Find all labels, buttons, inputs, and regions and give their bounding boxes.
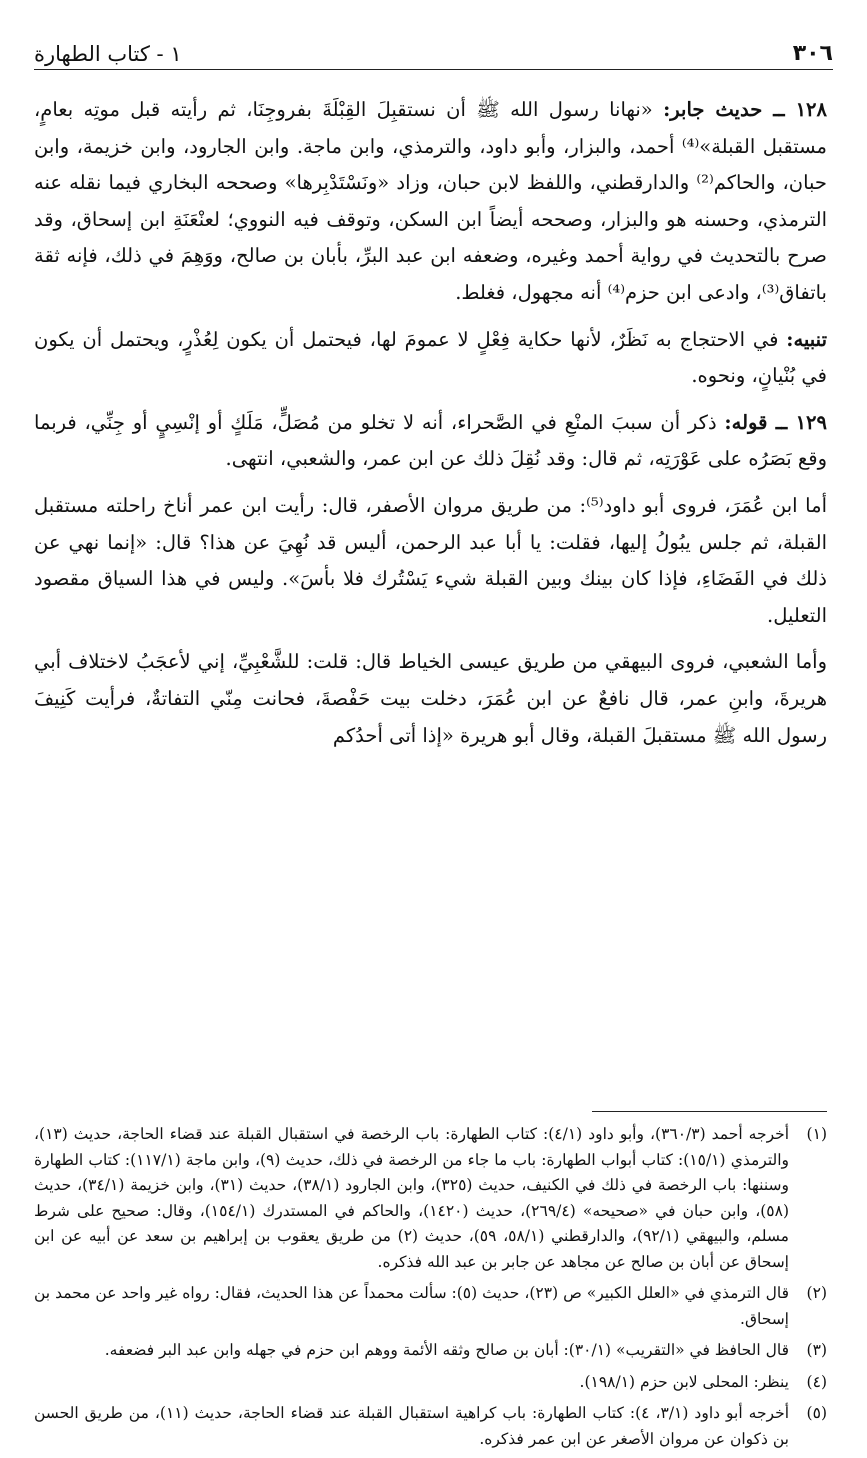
footnote-text: أخرجه أبو داود (٣/١، ٤): كتاب الطهارة: باب كراهية استقبال القبلة عند قضاء الحاجة، حديث (١١)، من طريق الحسن بن ذكوان عن مروان الأصغر عن ابن عمر فذكره. [34, 1404, 789, 1448]
footnote-divider [592, 1111, 827, 1112]
footnote-number: (٤) [806, 1372, 827, 1391]
paragraph-lead: ١٢٩ ــ قوله: [724, 410, 827, 434]
footnote-number: (٥) [806, 1404, 827, 1422]
paragraph-hadith-128 [34, 92, 827, 312]
chapter-title: ١ - كتاب الطهارة [34, 42, 182, 66]
paragraph-lead: تنبيه: [786, 327, 827, 351]
page-number: ٣٠٦ [792, 41, 833, 66]
paragraph-lead: ١٢٨ ــ حديث جابر: [663, 98, 827, 121]
footnote [34, 1281, 827, 1332]
page-header [34, 28, 833, 70]
footnote-text: قال الحافظ في «التقريب» (٣٠/١): أبان بن صالح وثقه الأئمة ووهم ابن حزم في جهله وابن عبد البر فضعفه. [104, 1341, 789, 1359]
footnote-text: ينظر: المحلى لابن حزم (١٩٨/١). [579, 1372, 789, 1391]
footnote [34, 1401, 827, 1452]
footnote-text: أخرجه أحمد (٣٦٠/٣)، وأبو داود (٤/١): كتاب الطهارة: باب الرخصة في استقبال القبلة عند قضاء الحاجة، حديث (١٣)، والترمذي (١٥/١): كتاب أبواب الطهارة: باب ما جاء من الرخصة في ذلك، حديث (٩)، وابن ماجة (١١٧/١): كتاب الطهارة وسننها: باب الرخصة في ذلك في الكنيف، حديث (٣٢٥)، وابن الجارود (٣٨/١)، حديث (٣١)، وابن خزيمة (٣٤/١)، حديث (٥٨)، وابن حبان في «صحيحه» (٢٦٩/٤)، حديث (١٤٢٠)، والحاكم في المستدرك (١٥٤/١)، وقال: صحيح على شرط مسلم، والبيهقي (٩٢/١)، والدارقطني (٥٨/١، ٥٩)، حديث (٢) من طريق يعقوب بن إبراهيم بن سعد عن أبيه عن ابن إسحاق عن أبان بن صالح عن مجاهد عن جابر بن عبد الله فذكره. [34, 1125, 790, 1271]
footnote-number: (١) [806, 1125, 827, 1143]
footnote-number: (٣) [806, 1341, 827, 1359]
paragraph-text: وأما الشعبي، فروى البيهقي من طريق عيسى الخياط قال: قلت: للشَّعْبِيِّ، إني لأعجَبُ لاختلاف أبي هريرةَ، وابنِ عمر، قال نافعٌ عن ابن عُمَرَ، دخلت بيت حَفْصةَ، فحانت مِنّي التفاتةٌ، فرأيت كَنِيفَ رسول الله ﷺ مستقبلَ القبلة، وقال أبو هريرة «إذا أتى أحدُكم [34, 650, 827, 747]
main-text [34, 92, 827, 764]
paragraph-text: أما ابن عُمَرَ، فروى أبو داود⁽⁵⁾: من طريق مروان الأصفر، قال: رأيت ابن عمر أناخ راحلته مستقبل القبلة، ثم جلس يبُولُ إليها، فقلت: يا أبا عبد الرحمن، أليس قد نُهِيَ عن هذا؟ قال: «إنما نهي عن ذلك في الفَضَاءِ، فإذا كان بينك وبين القبلة شيء يَسْتُرك فلا بأسَ». وليس في هذا السياق مقصود التعليل. [34, 493, 827, 627]
footnotes [34, 1122, 827, 1458]
paragraph-text: ذكر أن سببَ المنْعِ في الصَّحراء، أنه لا تخلو من مُصَلٍّ، مَلَكٍ أو إنْسِيٍ أو جِنِّي، فربما وقع بَصَرُه على عَوْرَتِه، ثم قال: وقد نُقِلَ ذلك عن ابن عمر، والشعبي، انتهى. [34, 410, 827, 471]
paragraph-ibn-umar [34, 488, 827, 634]
footnote [34, 1338, 827, 1364]
paragraph-note [34, 322, 827, 395]
footnote-number: (٢) [806, 1284, 827, 1302]
footnote [34, 1370, 827, 1396]
footnote [34, 1122, 827, 1275]
paragraph-hadith-129 [34, 405, 827, 478]
paragraph-text: في الاحتجاج به نَظَرٌ، لأنها حكاية فِعْلٍ لا عمومَ لها، فيحتمل أن يكون لِعُذْرٍ، ويحتمل أن يكون في بُنْيانٍ، ونحوه. [34, 327, 827, 388]
paragraph-shabi [34, 644, 827, 754]
paragraph-text: «نهانا رسول الله ﷺ أن نستقبِلَ القِبْلَةَ بفروجِنَا، ثم رأيته قبل موتِه بعامٍ، مستقبل القبلة»⁽⁴⁾ أحمد، والبزار، وأبو داود، والترمذي، وابن ماجة. وابن الجارود، وابن خزيمة، وابن حبان، والحاكم⁽²⁾ والدارقطني، واللفظ لابن حبان، وزاد «ونَسْتَدْبِرها» وصححه البخاري فيما نقله عنه الترمذي، وحسنه هو والبزار، وصححه أيضاً ابن السكن، وتوقف فيه النووي؛ لعنْعَنَةِ ابن إسحاق، وقد صرح بالتحديث في رواية أحمد وغيره، وضعفه ابن عبد البرِّ، بأبان بن صالح، ووَهِمَ في ذلك، فإنه ثقة باتفاق⁽³⁾، وادعى ابن حزم⁽⁴⁾ أنه مجهول، فغلط. [34, 98, 827, 304]
footnote-text: قال الترمذي في «العلل الكبير» ص (٢٣)، حديث (٥): سألت محمداً عن هذا الحديث، فقال: رواه غير واحد عن محمد بن إسحاق. [34, 1284, 789, 1328]
